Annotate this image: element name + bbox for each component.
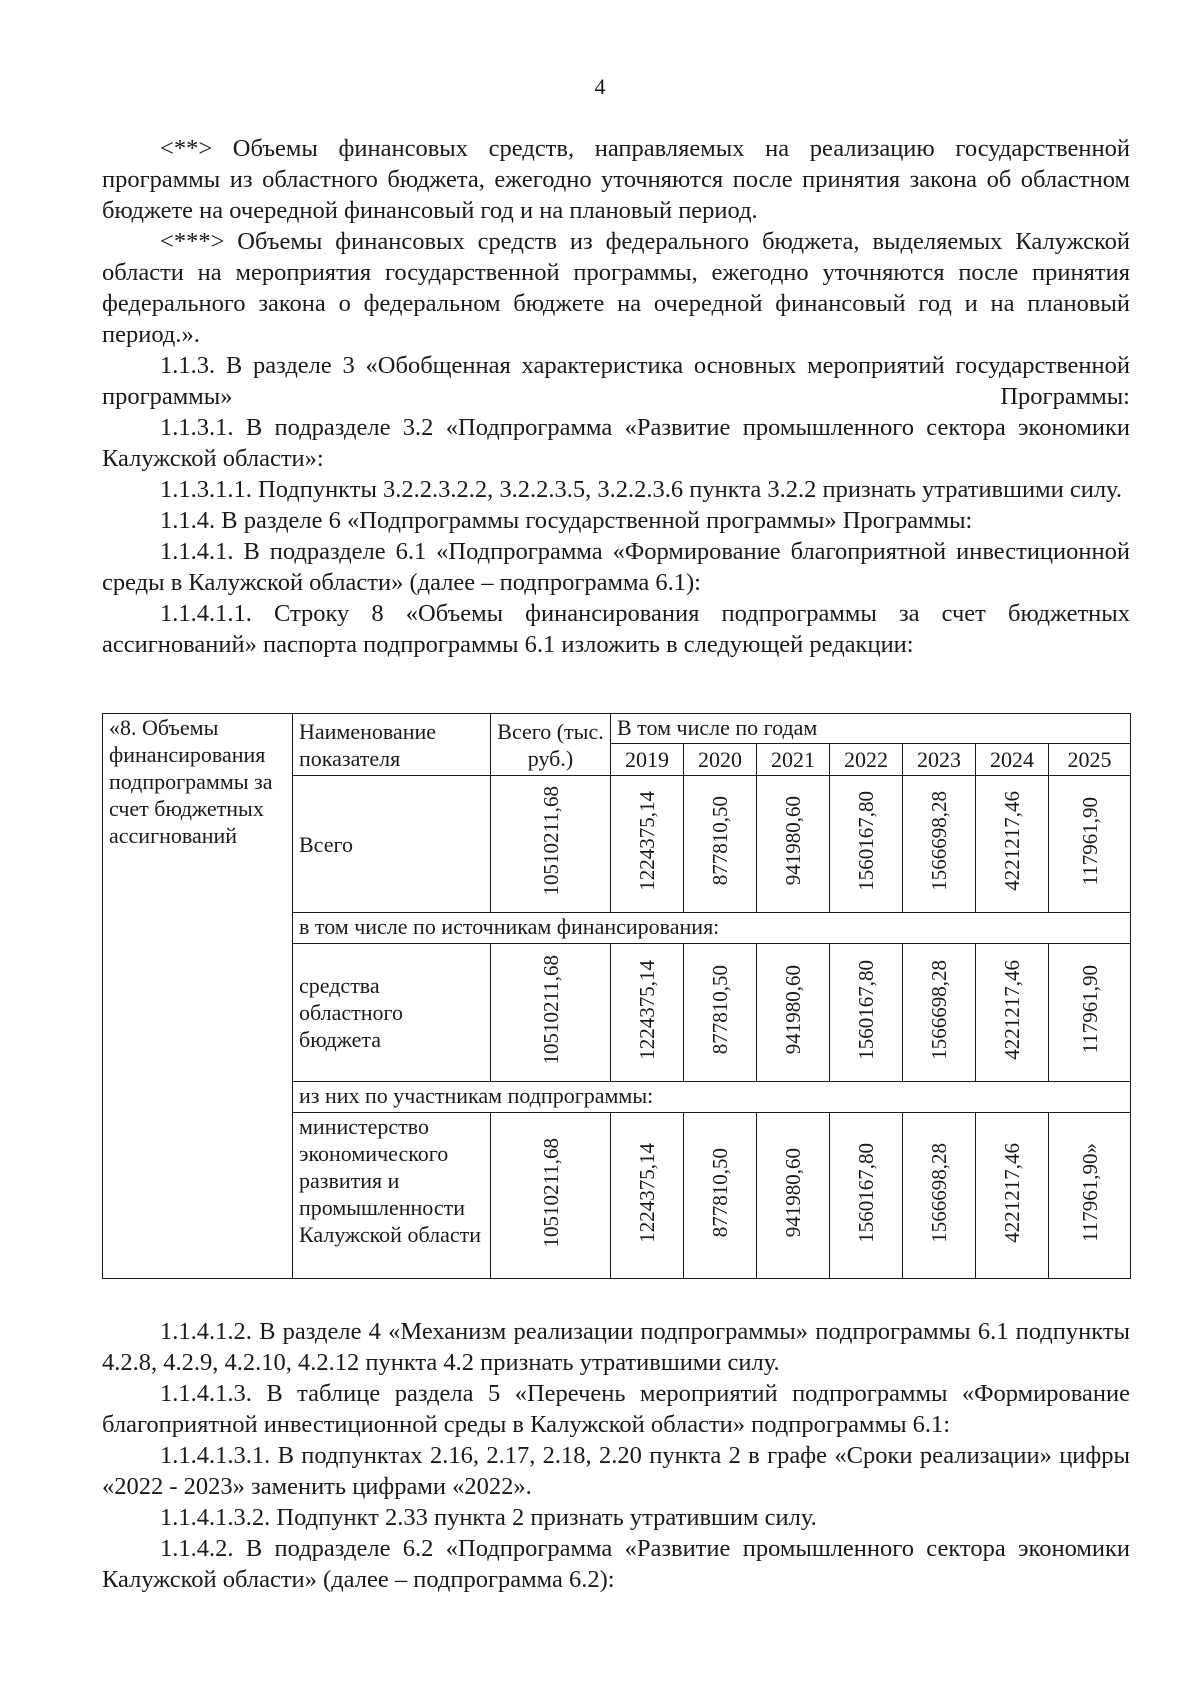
regional-value: 1224375,14	[635, 959, 659, 1060]
regional-value: 4221217,46	[1000, 959, 1024, 1060]
paragraph-1-1-4-1-1: 1.1.4.1.1. Строку 8 «Объемы финансирования подпрограммы за счет бюджетных ассигнований» паспорта подпрограммы 6.1 изложить в следующей редакции:	[102, 600, 1130, 658]
header-year: 2023	[903, 744, 976, 776]
participants-caption: из них по участникам подпрограммы:	[293, 1082, 1131, 1113]
regional-value: 941980,60	[781, 964, 805, 1055]
paragraph-1-1-3: 1.1.3. В разделе 3 «Обобщенная характеристика основных мероприятий государственной программы» Программы:	[102, 352, 1130, 410]
footnote-regional-budget: <**> Объемы финансовых средств, направляемых на реализацию государственной программы из областного бюджета, ежегодно уточняются после принятия закона об областном бюджете на очередной финансовый год и на плановый период.	[102, 135, 1130, 224]
total-value: 1560167,80	[854, 791, 878, 891]
total-value: 877810,50	[708, 796, 732, 886]
header-years-caption: В том числе по годам	[611, 714, 1131, 744]
total-value: 4221217,46	[1000, 791, 1024, 891]
ministry-value: 10510211,68	[538, 1137, 563, 1248]
regional-value: 10510211,68	[538, 954, 563, 1065]
paragraph-1-1-3-1-1: 1.1.3.1.1. Подпункты 3.2.2.3.2.2, 3.2.2.3.5, 3.2.2.3.6 пункта 3.2.2 признать утратившими силу.	[160, 476, 1122, 503]
page-number: 4	[594, 74, 606, 99]
financing-table	[102, 713, 1131, 1279]
header-year: 2024	[976, 744, 1049, 776]
header-year: 2019	[611, 744, 684, 776]
total-value: 1566698,28	[927, 791, 951, 891]
paragraph-1-1-4-1: 1.1.4.1. В подразделе 6.1 «Подпрограмма «Формирование благоприятной инвестиционной среды в Калужской области» (далее – подпрограмма 6.1):	[102, 538, 1130, 596]
ministry-value: 1566698,28	[927, 1142, 951, 1243]
total-value: 117961,90	[1077, 796, 1102, 886]
header-total: Всего (тыс. руб.)	[491, 714, 611, 776]
body-text-top	[102, 133, 1130, 660]
header-indicator-name: Наименование показателя	[293, 714, 491, 776]
paragraph-1-1-4-1-3-1: 1.1.4.1.3.1. В подпунктах 2.16, 2.17, 2.18, 2.20 пункта 2 в графе «Сроки реализации» цифры «2022 - 2023» заменить цифрами «2022».	[102, 1442, 1130, 1500]
header-year: 2022	[830, 744, 903, 776]
sources-caption: в том числе по источникам финансирования:	[293, 913, 1131, 944]
body-text-bottom	[102, 1316, 1130, 1595]
paragraph-1-1-4-2: 1.1.4.2. В подразделе 6.2 «Подпрограмма «Развитие промышленного сектора экономики Калужской области» (далее – подпрограмма 6.2):	[102, 1535, 1130, 1593]
header-year: 2020	[684, 744, 757, 776]
paragraph-1-1-4: 1.1.4. В разделе 6 «Подпрограммы государственной программы» Программы:	[160, 507, 973, 534]
ministry-value: 117961,90»	[1077, 1143, 1102, 1242]
paragraph-1-1-4-1-3-2: 1.1.4.1.3.2. Подпункт 2.33 пункта 2 признать утратившим силу.	[160, 1504, 817, 1531]
total-value: 941980,60	[781, 796, 805, 886]
header-year: 2021	[757, 744, 830, 776]
regional-value: 117961,90	[1077, 965, 1102, 1054]
paragraph-1-1-4-1-3: 1.1.4.1.3. В таблице раздела 5 «Перечень мероприятий подпрограммы «Формирование благоприятной инвестиционной среды в Калужской области» подпрограммы 6.1:	[102, 1380, 1130, 1438]
ministry-value: 941980,60	[781, 1147, 805, 1238]
total-value: 10510211,68	[538, 786, 563, 896]
ministry-value: 4221217,46	[1000, 1142, 1024, 1243]
footnote-federal-budget: <***> Объемы финансовых средств из федерального бюджета, выделяемых Калужской области на мероприятия государственной программы, ежегодно уточняются после принятия федерального закона о федеральном бюджете на очередной финансовый год и на плановый период.».	[102, 228, 1130, 348]
regional-value: 1566698,28	[927, 959, 951, 1060]
row-total-label: Всего	[293, 776, 491, 913]
row-ministry-label: министерство экономического развития и промышленности Калужской области	[293, 1113, 491, 1279]
paragraph-1-1-3-1: 1.1.3.1. В подразделе 3.2 «Подпрограмма «Развитие промышленного сектора экономики Калужской области»:	[102, 414, 1130, 472]
row-regional-budget-label: средства областного бюджета	[293, 944, 491, 1082]
regional-value: 1560167,80	[854, 959, 878, 1060]
table-row-label: «8. Объемы финансирования подпрограммы за счет бюджетных ассигнований	[103, 714, 293, 1279]
regional-value: 877810,50	[708, 964, 732, 1055]
ministry-value: 877810,50	[708, 1147, 732, 1238]
ministry-value: 1560167,80	[854, 1142, 878, 1243]
total-value: 1224375,14	[635, 791, 659, 891]
paragraph-1-1-4-1-2: 1.1.4.1.2. В разделе 4 «Механизм реализации подпрограммы» подпрограммы 6.1 подпункты 4.2.8, 4.2.9, 4.2.10, 4.2.12 пункта 4.2 признать утратившими силу.	[102, 1318, 1130, 1376]
header-year: 2025	[1049, 744, 1131, 776]
ministry-value: 1224375,14	[635, 1142, 659, 1243]
